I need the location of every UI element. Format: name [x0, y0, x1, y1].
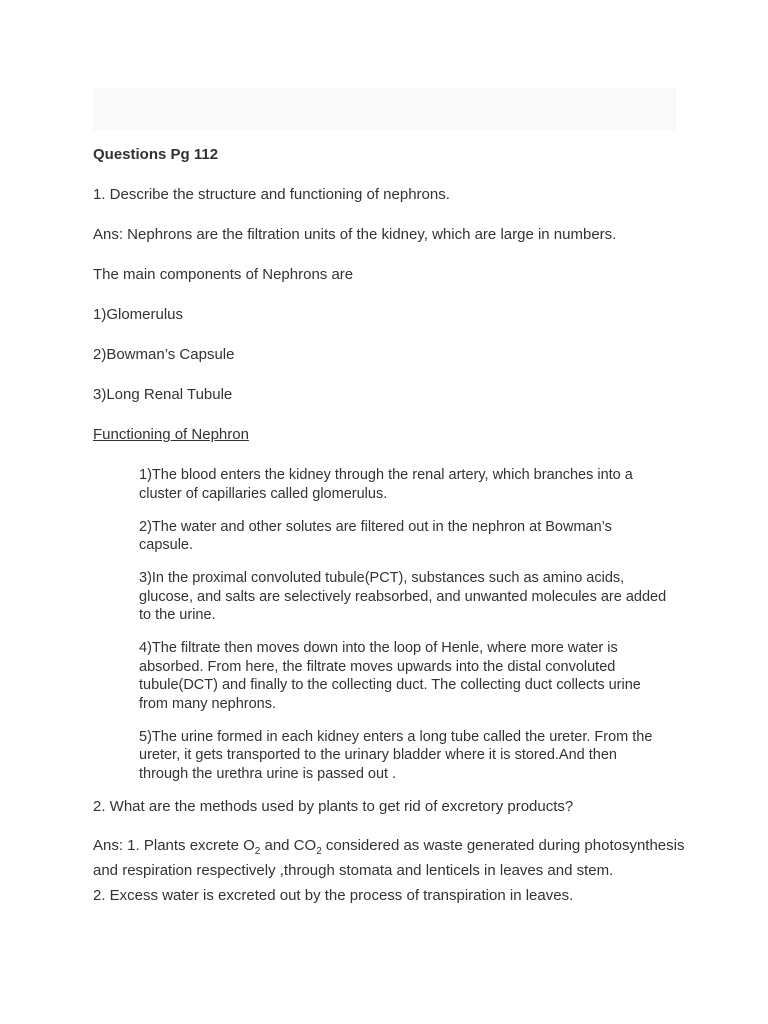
step-item: 5)The urine formed in each kidney enters a long tube called the ureter. From the ureter, it gets transported to the urinary bladder where it is stored.And then through the urethra urine is passed out . — [139, 728, 653, 782]
question-2: 2. What are the methods used by plants to get rid of excretory products? — [93, 797, 574, 815]
component-item: 2)Bowman’s Capsule — [93, 346, 235, 363]
functioning-heading: Functioning of Nephron — [93, 426, 249, 443]
step-item: 3)In the proximal convoluted tubule(PCT), substances such as amino acids, glucose, and salts are selectively reabsorbed, and unwanted molecules are added to the urine. — [139, 570, 667, 623]
component-item: 1)Glomerulus — [93, 306, 184, 323]
header-band — [93, 88, 676, 130]
subscript: 2 — [316, 845, 322, 857]
document-body — [93, 146, 693, 908]
answer-2-text: and CO — [260, 836, 317, 854]
answer-1: Ans: Nephrons are the filtration units of the kidney, which are large in numbers. — [93, 226, 617, 243]
answer-2-line-2: 2. Excess water is excreted out by the process of transpiration in leaves. — [93, 886, 574, 904]
component-item: 3)Long Renal Tubule — [93, 386, 233, 403]
components-intro: The main components of Nephrons are — [93, 266, 354, 283]
answer-2-text: Ans: 1. Plants excrete O — [93, 836, 255, 854]
functioning-steps — [139, 466, 667, 783]
answer-2-text: considered as waste generated during photosynthesis and respiration respectively ,through stomata and lenticels in leaves and stem. — [93, 836, 685, 879]
step-item: 1)The blood enters the kidney through the renal artery, which branches into a cluster of capillaries called glomerulus. — [139, 467, 633, 502]
subscript: 2 — [254, 845, 261, 857]
answer-2 — [93, 833, 693, 908]
step-item: 2)The water and other solutes are filtered out in the nephron at Bowman’s capsule. — [139, 518, 612, 553]
page-heading: Questions Pg 112 — [93, 146, 219, 163]
question-1: 1. Describe the structure and functioning of nephrons. — [93, 186, 450, 203]
step-item: 4)The filtrate then moves down into the loop of Henle, where more water is absorbed. From here, the filtrate moves upwards into the distal convoluted tubule(DCT) and finally to the collecting duct. The collecting duct collects urine from many nephrons. — [139, 640, 641, 712]
